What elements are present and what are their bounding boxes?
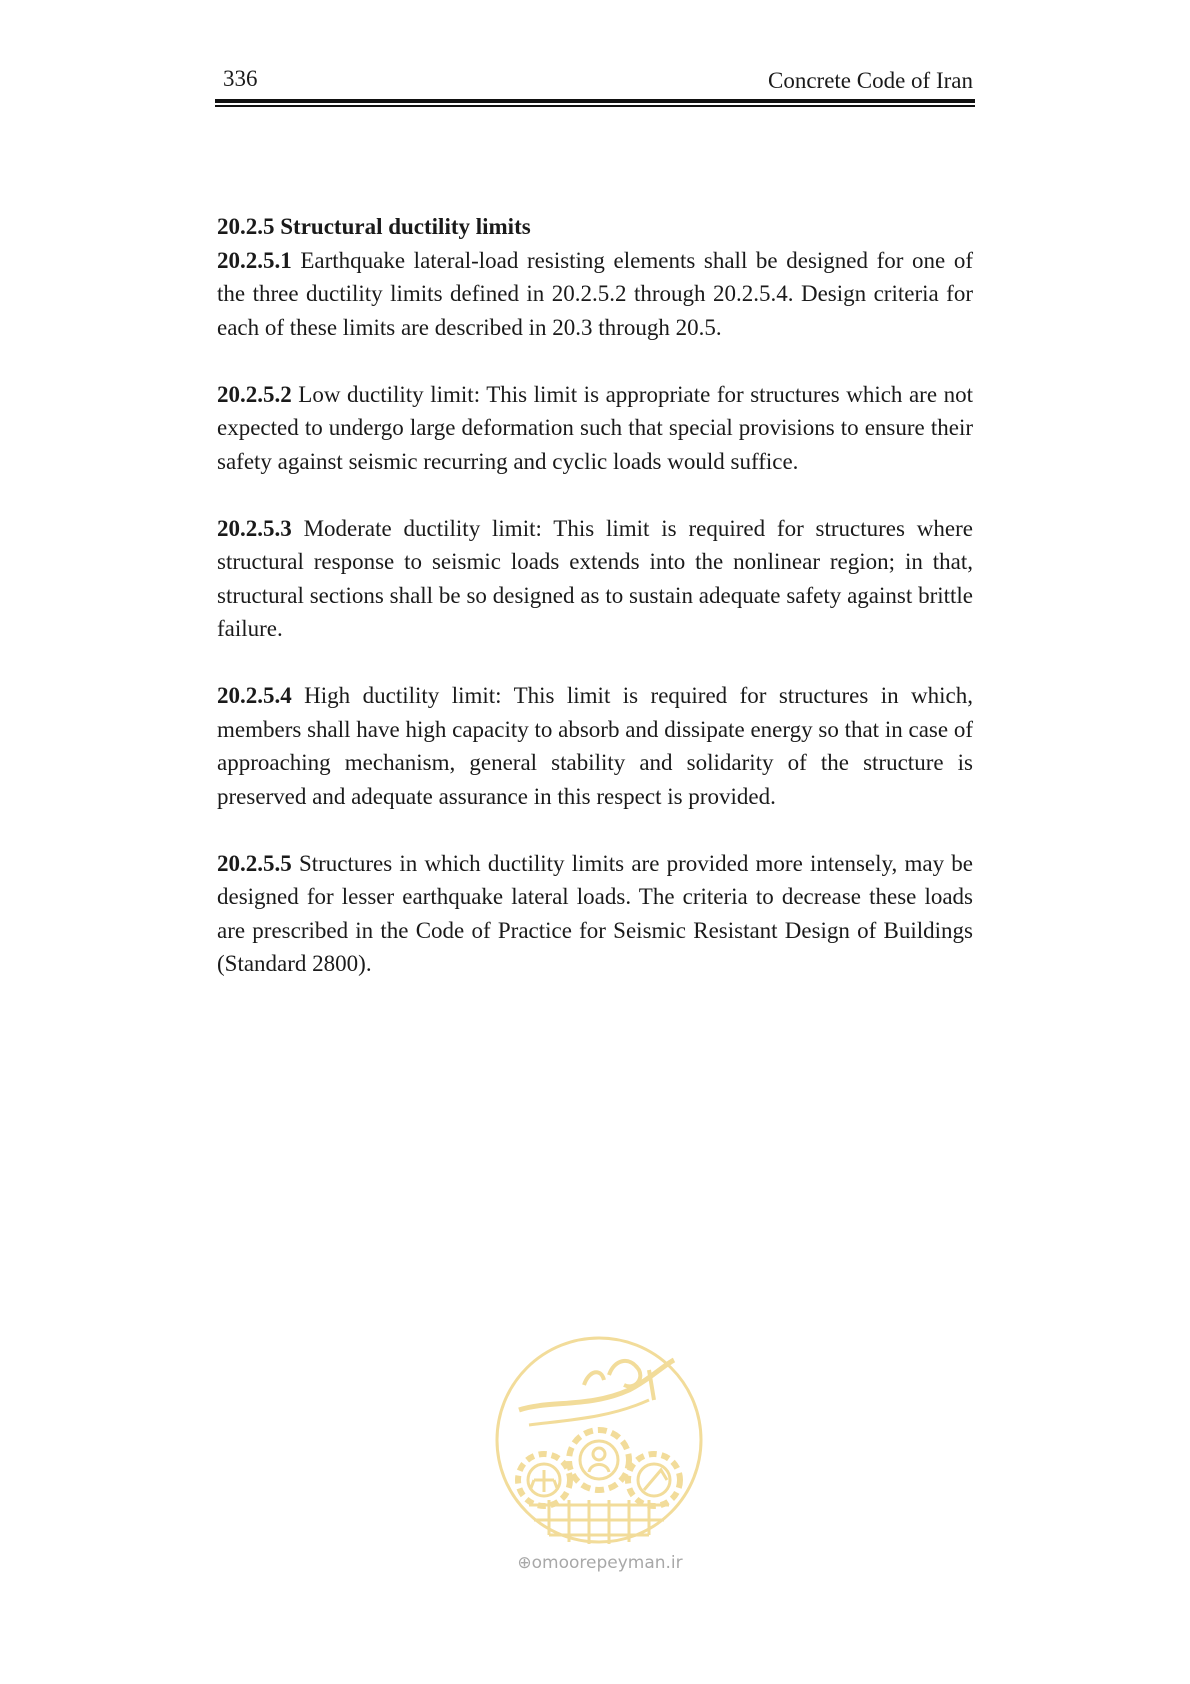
section-heading: 20.2.5 Structural ductility limits <box>217 214 531 239</box>
clause-text: Low ductility limit: This limit is appropriate for structures which are not expected to undergo large deformation such that special provisions to ensure their safety against seismic recurring and cyclic loads would suffice. <box>217 381 973 474</box>
company-seal-icon <box>489 1330 709 1550</box>
clause-number: 20.2.5.5 <box>217 850 292 876</box>
clause-text: Moderate ductility limit: This limit is required for structures where structural response to seismic loads extends into the nonlinear region; in that, structural sections shall be so designed as to sustain adequate safety against brittle failure. <box>217 515 973 641</box>
clause-text: High ductility limit: This limit is required for structures in which, members shall have high capacity to absorb and dissipate energy so that in case of approaching mechanism, general stability and solidarity of the structure is preserved and adequate assurance in this respect is provided. <box>217 683 973 809</box>
watermark-url <box>480 1553 720 1573</box>
header-rule-thick <box>215 99 975 103</box>
clause-20-2-5-4 <box>217 679 973 813</box>
page-header <box>215 62 975 102</box>
clause-20-2-5-5 <box>217 847 973 981</box>
clause-number: 20.2.5.3 <box>217 515 292 541</box>
clause-20-2-5-1 <box>217 244 973 345</box>
clause-number: 20.2.5.4 <box>217 683 292 708</box>
clause-text: Structures in which ductility limits are provided more intensely, may be designed for lesser earthquake lateral loads. The criteria to decrease these loads are prescribed in the Code of Practice for Seismic Resistant Design of Buildings (Standard 2800). <box>217 850 973 976</box>
globe-icon: ⊕ <box>517 1553 532 1573</box>
running-title: Concrete Code of Iran <box>767 68 973 93</box>
clause-number: 20.2.5.2 <box>217 381 292 407</box>
header-rule-thin <box>215 105 975 107</box>
clause-text: Earthquake lateral-load resisting elements shall be designed for one of the three ductility limits defined in 20.2.5.2 through 20.2.5.4. Design criteria for each of these limits are described in 20.3 through 20.5. <box>217 247 973 340</box>
watermark-url-text: omoorepeyman.ir <box>531 1553 683 1573</box>
clause-number: 20.2.5.1 <box>217 247 292 273</box>
clause-20-2-5-3 <box>217 512 973 646</box>
page-number: 336 <box>223 66 258 91</box>
document-body <box>217 210 973 1014</box>
clause-20-2-5-2 <box>217 378 973 479</box>
